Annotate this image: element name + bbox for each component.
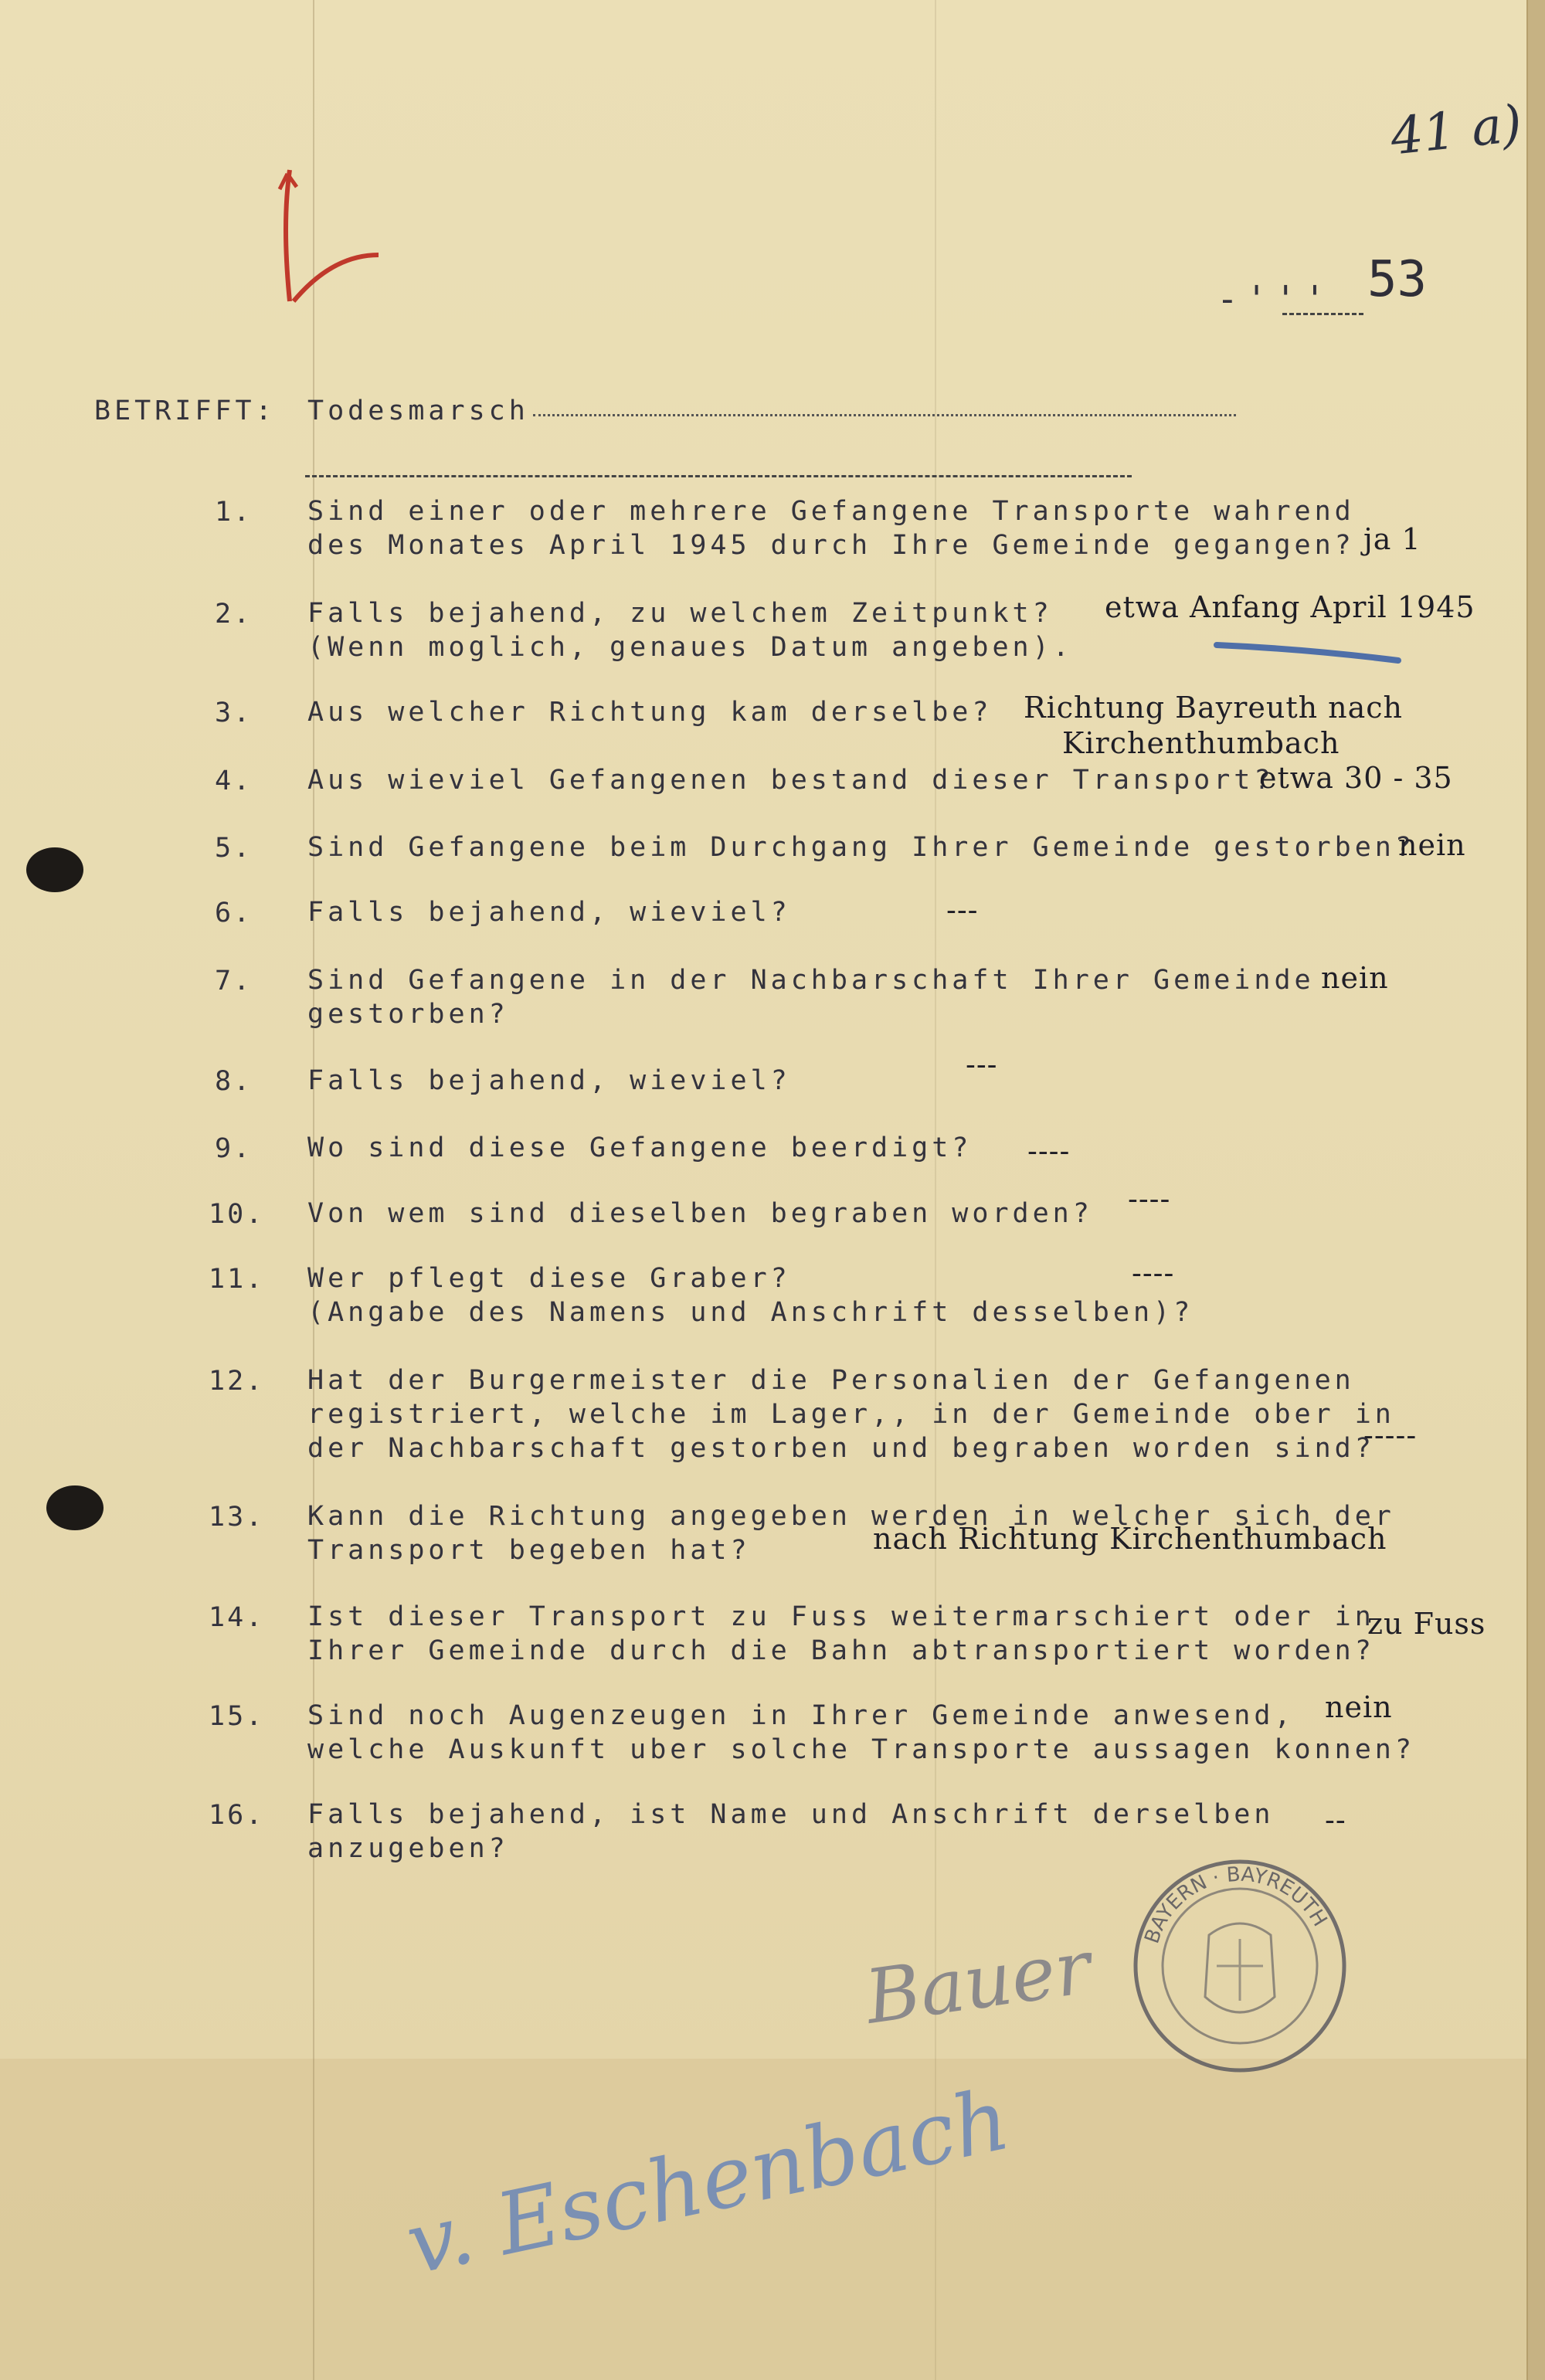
answer-text: -- <box>1325 1803 1346 1837</box>
question-text-line: (Angabe des Namens und Anschrift desselben)? <box>307 1297 1194 1328</box>
question-number: 1. <box>215 497 253 528</box>
stamp-text: BAYERN · BAYREUTH <box>1140 1862 1332 1947</box>
question-text-line: (Wenn moglich, genaues Datum angeben). <box>307 632 1073 663</box>
question-text-line: Sind Gefangene beim Durchgang Ihrer Gemeinde gestorben? <box>307 832 1415 863</box>
question-text-line: Aus welcher Richtung kam derselbe? <box>307 697 993 728</box>
question-number: 14. <box>209 1602 265 1633</box>
question-text-line: Aus wieviel Gefangenen bestand dieser Transport? <box>307 765 1275 796</box>
question-text-line: Sind noch Augenzeugen in Ihrer Gemeinde anwesend, <box>307 1700 1295 1731</box>
answer-text: etwa 30 - 35 <box>1259 761 1453 795</box>
betrifft-dotted-line <box>533 414 1236 416</box>
answer-text: --- <box>966 1047 998 1081</box>
official-stamp <box>1124 1850 1356 2082</box>
answer-text: --- <box>946 893 979 927</box>
question-number: 6. <box>215 898 253 929</box>
punch-hole <box>26 847 83 892</box>
question-number: 5. <box>215 833 253 864</box>
question-text-line: der Nachbarschaft gestorben und begraben worden sind? <box>307 1433 1375 1464</box>
question-text-line: Transport begeben hat? <box>307 1535 751 1566</box>
answer-text: nein <box>1321 961 1389 995</box>
question-text-line: Kann die Richtung angegeben werden in welcher sich der <box>307 1501 1395 1532</box>
question-text-line: anzugeben? <box>307 1833 509 1864</box>
question-number: 13. <box>209 1502 265 1533</box>
question-text-line: des Monates April 1945 durch Ihre Gemeinde gegangen? <box>307 530 1355 561</box>
red-check-mark <box>270 154 394 317</box>
answer-text: nein <box>1398 828 1466 862</box>
betrifft-label: BETRIFFT: <box>94 396 276 426</box>
answer-text: ja 1 <box>1363 522 1421 556</box>
blue-underline-mark <box>1213 633 1414 672</box>
answer-text: ---- <box>1128 1182 1171 1216</box>
question-text-line: Von wem sind dieselben begraben worden? <box>307 1198 1093 1229</box>
answer-text: zu Fuss <box>1367 1607 1486 1641</box>
question-number: 3. <box>215 698 253 728</box>
answer-text: ---- <box>1132 1256 1175 1290</box>
handwritten-reference: 41 a) <box>1387 93 1525 167</box>
question-number: 8. <box>215 1066 253 1097</box>
question-text-line: Falls bejahend, zu welchem Zeitpunkt? <box>307 598 1053 629</box>
answer-text: etwa Anfang April 1945 <box>1105 590 1475 624</box>
question-text-line: Sind Gefangene in der Nachbarschaft Ihrer Gemeinde <box>307 965 1315 996</box>
question-text-line: Falls bejahend, ist Name und Anschrift derselben <box>307 1799 1275 1830</box>
question-number: 9. <box>215 1133 253 1164</box>
paper-discoloration <box>0 2059 1545 2380</box>
number-marks: -''' <box>1217 278 1333 320</box>
number-underline <box>1282 313 1363 315</box>
betrifft-value: Todesmarsch <box>307 396 529 426</box>
question-text-line: Wo sind diese Gefangene beerdigt? <box>307 1132 973 1163</box>
answer-text: ----- <box>1363 1418 1418 1452</box>
signature: Bauer <box>860 1923 1096 2041</box>
answer-text: nein <box>1325 1690 1393 1724</box>
question-number: 10. <box>209 1199 265 1230</box>
question-text-line: Falls bejahend, wieviel? <box>307 1065 791 1096</box>
punch-hole <box>46 1485 104 1530</box>
answer-text: Kirchenthumbach <box>1062 726 1340 760</box>
question-number: 4. <box>215 766 253 796</box>
question-text-line: welche Auskunft uber solche Transporte aussagen konnen? <box>307 1734 1415 1765</box>
paper-edge <box>1526 0 1545 2380</box>
question-text-line: Sind einer oder mehrere Gefangene Transporte wahrend <box>307 496 1355 527</box>
question-text-line: Falls bejahend, wieviel? <box>307 897 791 928</box>
question-number: 15. <box>209 1701 265 1732</box>
question-text-line: registriert, welche im Lager,, in der Gemeinde ober in <box>307 1399 1395 1430</box>
answer-text: nach Richtung Kirchenthumbach <box>873 1522 1387 1556</box>
question-text-line: Ihrer Gemeinde durch die Bahn abtransportiert worden? <box>307 1635 1375 1666</box>
question-text-line: Wer pflegt diese Graber? <box>307 1263 791 1294</box>
question-number: 16. <box>209 1800 265 1831</box>
question-number: 11. <box>209 1264 265 1295</box>
question-text-line: Hat der Burgermeister die Personalien der Gefangenen <box>307 1365 1355 1396</box>
document-number: 53 <box>1367 251 1428 308</box>
question-number: 7. <box>215 966 253 996</box>
question-text-line: Ist dieser Transport zu Fuss weitermarschiert oder in <box>307 1601 1375 1632</box>
answer-text: ---- <box>1027 1134 1071 1168</box>
question-number: 2. <box>215 599 253 630</box>
answer-text: Richtung Bayreuth nach <box>1024 691 1404 725</box>
question-text-line: gestorben? <box>307 999 509 1030</box>
fold-line <box>313 0 314 2380</box>
header-rule <box>305 475 1132 477</box>
question-number: 12. <box>209 1366 265 1397</box>
place-note: v. Eschenbach <box>398 2069 1018 2293</box>
